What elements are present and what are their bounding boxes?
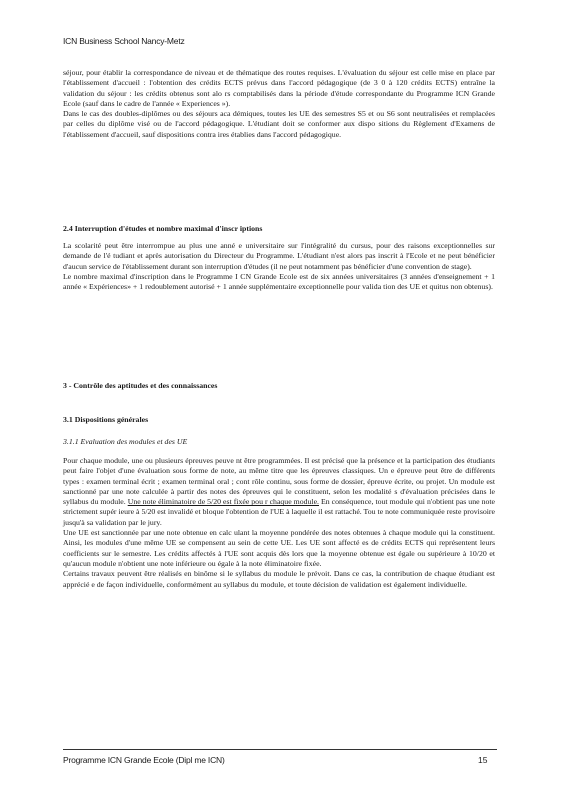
heading-3: 3 - Contrôle des aptitudes et des connaissances — [63, 381, 218, 390]
section-3-paragraph-1 — [63, 456, 495, 528]
section-intro — [63, 68, 495, 140]
section-3-paragraph-3: Certains travaux peuvent être réalisés en binôme si le syllabus du module le prévoit. Dans ce cas, la contribution de chaque étudiant est apprécié e de façon individuelle, conformément au syllabus du module, et toute décision de validation est également individuelle. — [63, 569, 495, 589]
section-3-paragraph-1-text-a: Pour chaque module, une ou plusieurs épreuves peuve nt être programmées. Il est précisé que la présence et la participation des étudiants peut faire l'objet d'une évaluation sous forme de note, au même titre que les épreuves classiques. Un e épreuve peut être de différents types : examen terminal écrit ; examen terminal oral ; cont rôle continu, sous forme de dossier, épreuve écrite, ou projet. Un module est sanctionné par une note calculée à partir des notes des épreuves qui le constituent, selon les modalité s d'évaluation précisées dans le syllabus du module. — [63, 456, 495, 507]
heading-3-1: 3.1 Dispositions générales — [63, 415, 149, 424]
section-3-paragraph-1-text-b: En conséquence, tout module qui n'obtient pas une note strictement supér ieure à 5/20 est invalidé et bloque l'obtention de l'UE à laquelle il est rattaché. Tou te note communiquée reste provisoire jusqu'à sa validation par le jury. — [63, 497, 495, 527]
eliminatory-note-rule: Une note éliminatoire de 5/20 est fixée pou r chaque module. — [127, 497, 319, 507]
section-3 — [63, 381, 495, 590]
intro-paragraph-2: Dans le cas des doubles-diplômes ou des séjours aca démiques, toutes les UE des semestres S5 et ou S6 sont neutralisées et remplacées par celles du diplôme visé ou de l'accord pédagogique. L'étudiant doit se conformer aux dispo sitions du Règlement d'Examens de l'établissement d'accueil, sauf dispositions contra ires établies dans l'accord pédagogique. — [63, 109, 495, 139]
section-2-4 — [63, 224, 495, 292]
section-2-4-paragraph-1: La scolarité peut être interrompue au plus une anné e universitaire sur l'intégralité du cursus, pour des raisons exceptionnelles sur demande de l'é tudiant et après autorisation du Directeur du Programme. L'étudiant n'est alors pas inscrit à l'Ecole et ne peut bénéficier d'aucun service de l'établissement durant son interruption d'études (il ne peut notamment pas bénéficier d'une convention de stage). — [63, 241, 495, 271]
section-2-4-paragraph-2: Le nombre maximal d'inscription dans le Programme I CN Grande Ecole est de six années universitaires (3 années d'enseignement + 1 année « Expériences» + 1 redoublement autorisé + 1 année supplémentaire exceptionnelle pour valida tion des UE et quitus non obtenus). — [63, 271, 495, 292]
heading-2-4: 2.4 Interruption d'études et nombre maximal d'inscr iptions — [63, 224, 263, 233]
heading-3-1-1: 3.1.1 Evaluation des modules et des UE — [63, 437, 188, 446]
footer-program-title: Programme ICN Grande Ecole (Dipl me ICN) — [63, 755, 225, 765]
section-3-paragraph-2: Une UE est sanctionnée par une note obtenue en calc ulant la moyenne pondérée des notes obtenues à chaque module qui la constituent. Ainsi, les modules d'une même UE se compensent au sein de cette UE. Les UE sont affecté es de crédits ECTS qui représentent leurs coefficients sur le semestre. Les crédits affectés à l'UE sont acquis dès lors que la moyenne obtenue est égale ou supérieure à 10/20 et qu'aucun module n'obtient une note inférieure ou égale à la note éliminatoire fixée. — [63, 528, 495, 568]
page-number: 15 — [478, 755, 488, 765]
page-header: ICN Business School Nancy-Metz — [63, 36, 185, 46]
intro-paragraph-1: séjour, pour établir la correspondance de niveau et de thématique des routes requises. L'évaluation du séjour est celle mise en place par l'établissement d'accueil : l'obtention des crédits ECTS prévus dans l'accord pédagogique (de 3 0 à 120 crédits ECTS) entraîne la validation du séjour : les crédits obtenus sont alo rs comptabilisés dans la période d'étude correspondante du Programme ICN Grande Ecole (sauf dans le cadre de l'année « Experiences »). — [63, 68, 495, 108]
footer-divider — [63, 749, 497, 750]
